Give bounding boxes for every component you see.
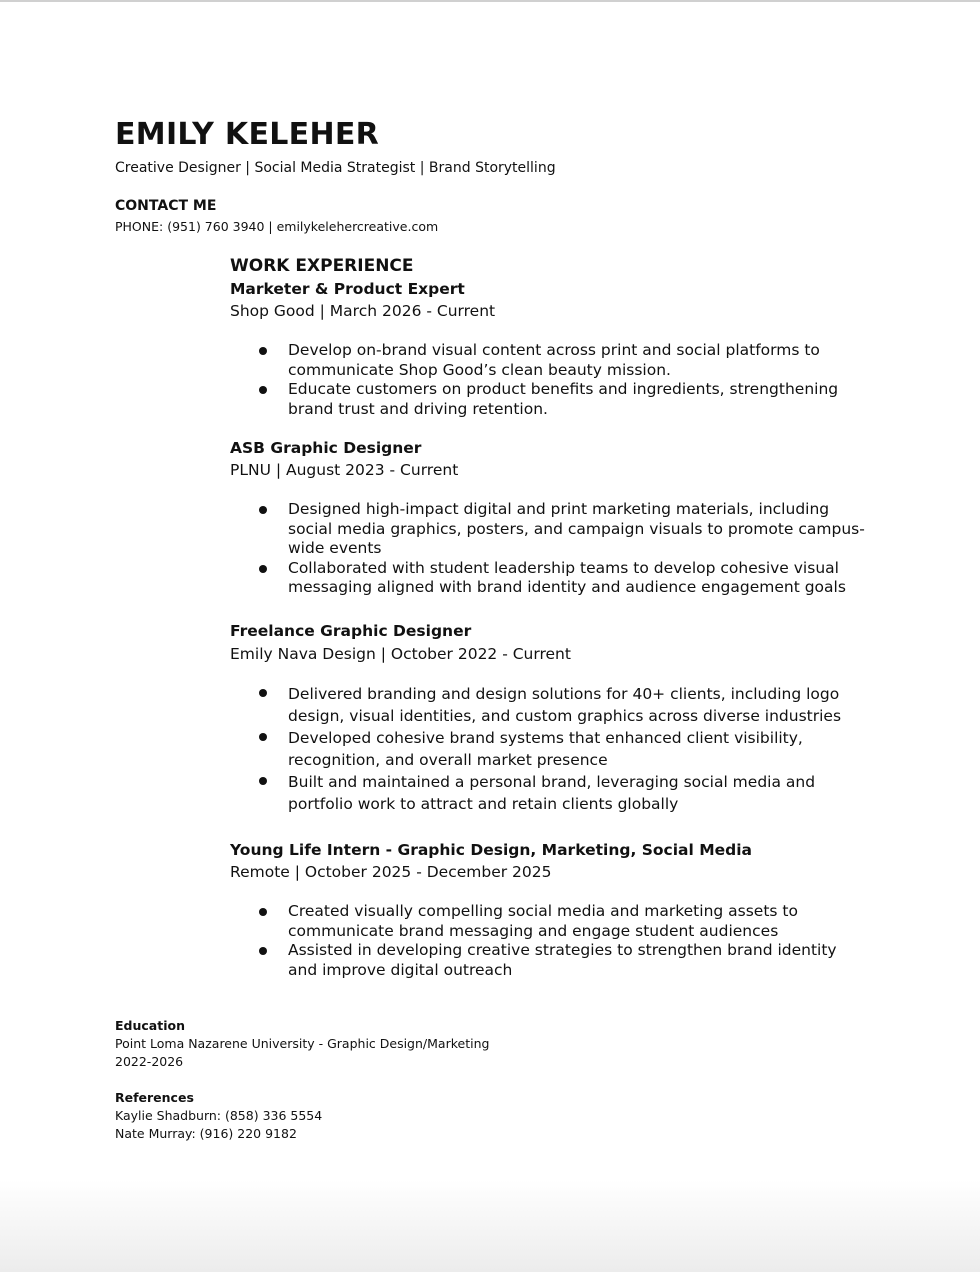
job-bullets [230,341,870,419]
job-meta: Remote | October 2025 - December 2025 [230,863,552,881]
list-item: Built and maintained a personal brand, leveraging social media and portfolio work to attract and retain clients globally [230,771,870,815]
list-item: Delivered branding and design solutions for 40+ clients, including logo design, visual identities, and custom graphics across diverse industries [230,683,870,727]
contact-details: PHONE: (951) 760 3940 | emilykelehercreative.com [115,219,439,234]
job-bullets [230,683,870,815]
job-title: Freelance Graphic Designer [230,622,472,640]
job-title: ASB Graphic Designer [230,439,422,457]
references-heading: References [115,1090,194,1105]
bullet-icon [259,347,267,355]
bullet-icon [259,733,267,741]
resume-tagline: Creative Designer | Social Media Strategist | Brand Storytelling [115,160,556,176]
bullet-icon [259,908,267,916]
job-title: Young Life Intern - Graphic Design, Marketing, Social Media [230,841,753,859]
bullet-icon [259,947,267,955]
job-meta: Emily Nava Design | October 2022 - Current [230,645,571,663]
resume-name: EMILY KELEHER [115,117,380,152]
list-item: Educate customers on product benefits and ingredients, strengthening brand trust and driving retention. [230,380,870,419]
job-meta: PLNU | August 2023 - Current [230,461,459,479]
job-meta: Shop Good | March 2026 - Current [230,302,496,320]
bullet-icon [259,689,267,697]
list-item: Developed cohesive brand systems that enhanced client visibility, recognition, and overall market presence [230,727,870,771]
list-item: Designed high-impact digital and print marketing materials, including social media graphics, posters, and campaign visuals to promote campus-wide events [230,500,870,559]
job-bullets [230,500,870,598]
bullet-icon [259,386,267,394]
page-top-border [0,0,980,2]
education-school: Point Loma Nazarene University - Graphic Design/Marketing [115,1036,490,1051]
list-item: Collaborated with student leadership teams to develop cohesive visual messaging aligned with brand identity and audience engagement goals [230,559,870,598]
list-item: Develop on-brand visual content across print and social platforms to communicate Shop Good’s clean beauty mission. [230,341,870,380]
bullet-icon [259,777,267,785]
page-bottom-shadow [0,1180,980,1272]
bullet-icon [259,506,267,514]
education-years: 2022-2026 [115,1054,184,1069]
contact-heading: CONTACT ME [115,198,217,214]
bullet-icon [259,565,267,573]
job-bullets [230,902,870,980]
work-experience-heading: WORK EXPERIENCE [230,256,414,276]
job-title: Marketer & Product Expert [230,280,465,298]
reference-item: Nate Murray: (916) 220 9182 [115,1126,297,1141]
reference-item: Kaylie Shadburn: (858) 336 5554 [115,1108,323,1123]
list-item: Created visually compelling social media and marketing assets to communicate brand messaging and engage student audiences [230,902,870,941]
list-item: Assisted in developing creative strategies to strengthen brand identity and improve digital outreach [230,941,870,980]
education-heading: Education [115,1018,185,1033]
